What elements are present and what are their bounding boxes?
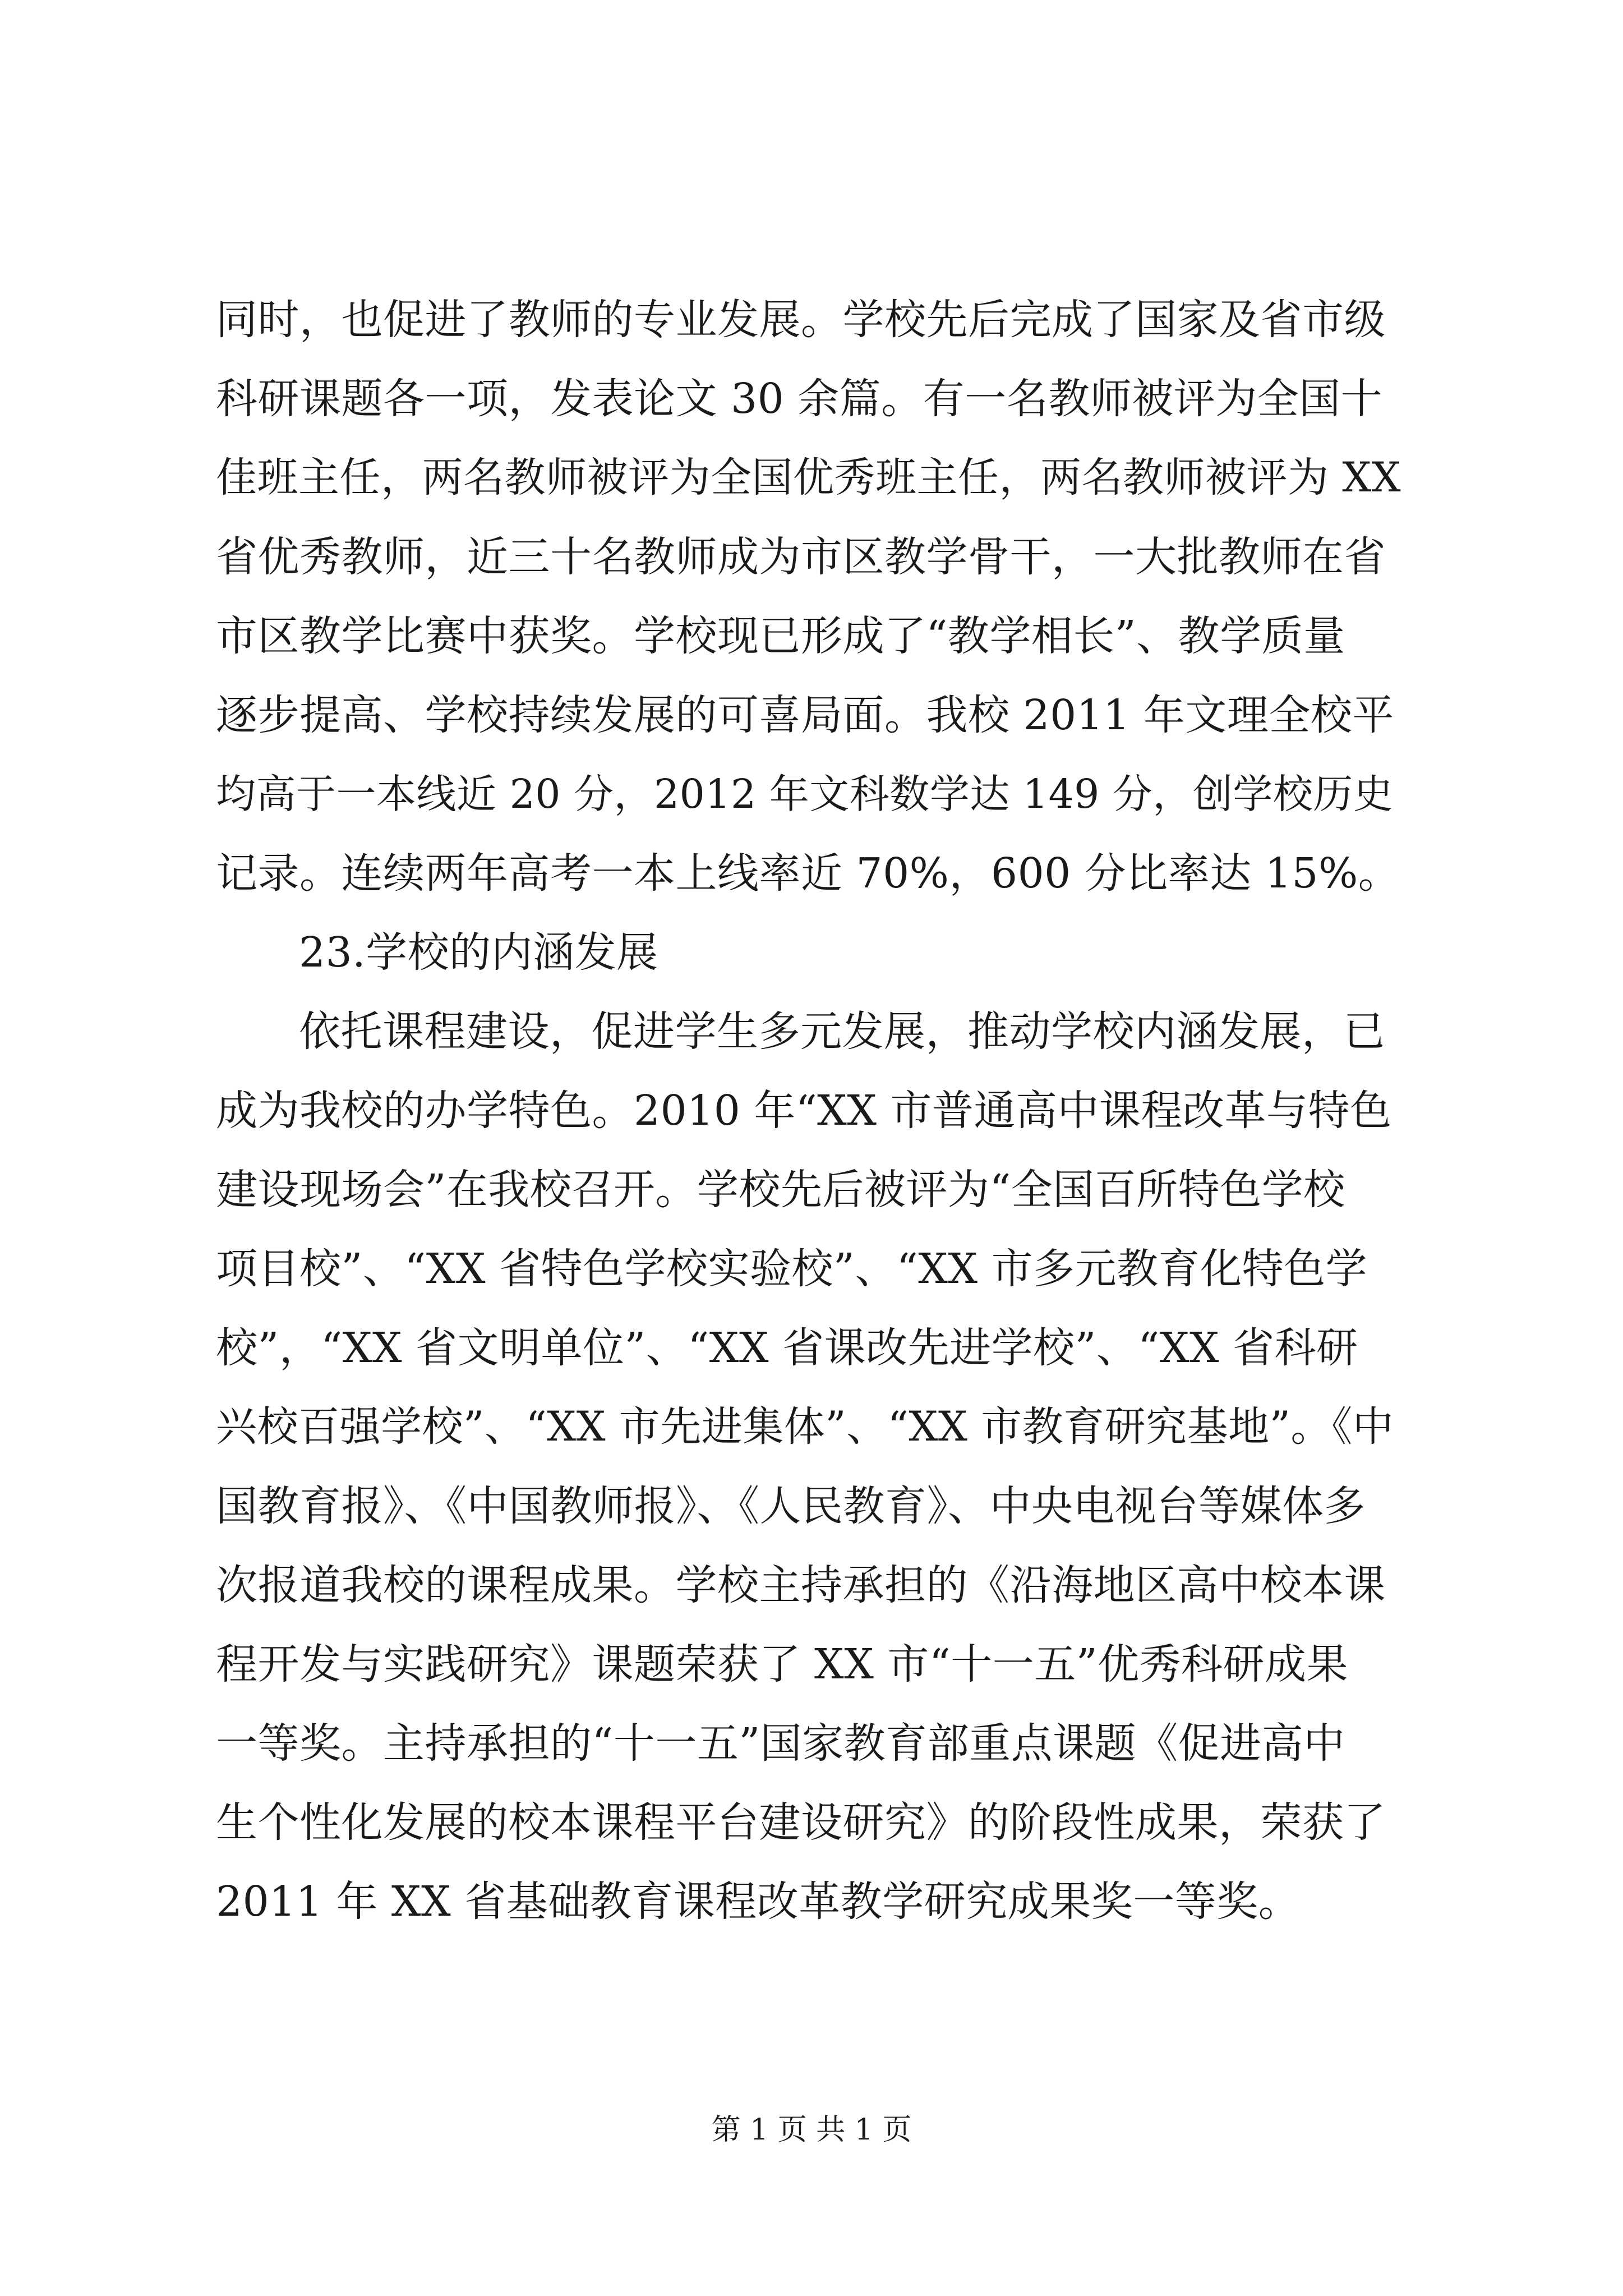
text-line: 市区教学比赛中获奖。学校现已形成了“教学相长”、教学质量 [216, 612, 1345, 660]
page-number-footer: 第 1 页 共 1 页 [711, 2113, 912, 2147]
text-line: 兴校百强学校”、“XX 市先进集体”、“XX 市教育研究基地”。《中 [216, 1403, 1394, 1451]
text-line: 省优秀教师，近三十名教师成为市区教学骨干，一大批教师在省 [216, 533, 1386, 581]
text-line: 校”，“XX 省文明单位”、“XX 省课改先进学校”、“XX 省科研 [216, 1324, 1358, 1372]
text-line: 均高于一本线近 20 分，2012 年文科数学达 149 分，创学校历史 [216, 771, 1394, 817]
text-line: 佳班主任，两名教师被评为全国优秀班主任，两名教师被评为 XX [216, 454, 1401, 501]
section-heading: 23.学校的内涵发展 [299, 928, 658, 977]
text-line: 逐步提高、学校持续发展的可喜局面。我校 2011 年文理全校平 [216, 691, 1394, 739]
text-line: 记录。连续两年高考一本上线率近 70%，600 分比率达 15%。 [216, 849, 1400, 898]
text-line: 依托课程建设，促进学生多元发展，推动学校内涵发展，已 [299, 1007, 1385, 1056]
text-line: 同时，也促进了教师的专业发展。学校先后完成了国家及省市级 [216, 296, 1386, 344]
text-line: 程开发与实践研究》课题荣获了 XX 市“十一五”优秀科研成果 [216, 1640, 1349, 1688]
text-line: 科研课题各一项，发表论文 30 余篇。有一名教师被评为全国十 [216, 375, 1383, 423]
text-line: 项目校”、“XX 省特色学校实验校”、“XX 市多元教育化特色学 [216, 1245, 1368, 1293]
text-line: 2011 年 XX 省基础教育课程改革教学研究成果奖一等奖。 [216, 1878, 1301, 1926]
text-line: 建设现场会”在我校召开。学校先后被评为“全国百所特色学校 [216, 1166, 1345, 1214]
text-line: 国教育报》、《中国教师报》、《人民教育》、中央电视台等媒体多 [216, 1482, 1366, 1530]
text-line: 一等奖。主持承担的“十一五”国家教育部重点课题《促进高中 [216, 1719, 1345, 1768]
text-line: 生个性化发展的校本课程平台建设研究》的阶段性成果，荣获了 [216, 1798, 1386, 1847]
text-line: 次报道我校的课程成果。学校主持承担的《沿海地区高中校本课 [216, 1561, 1386, 1609]
text-line: 成为我校的办学特色。2010 年“XX 市普通高中课程改革与特色 [216, 1087, 1392, 1135]
